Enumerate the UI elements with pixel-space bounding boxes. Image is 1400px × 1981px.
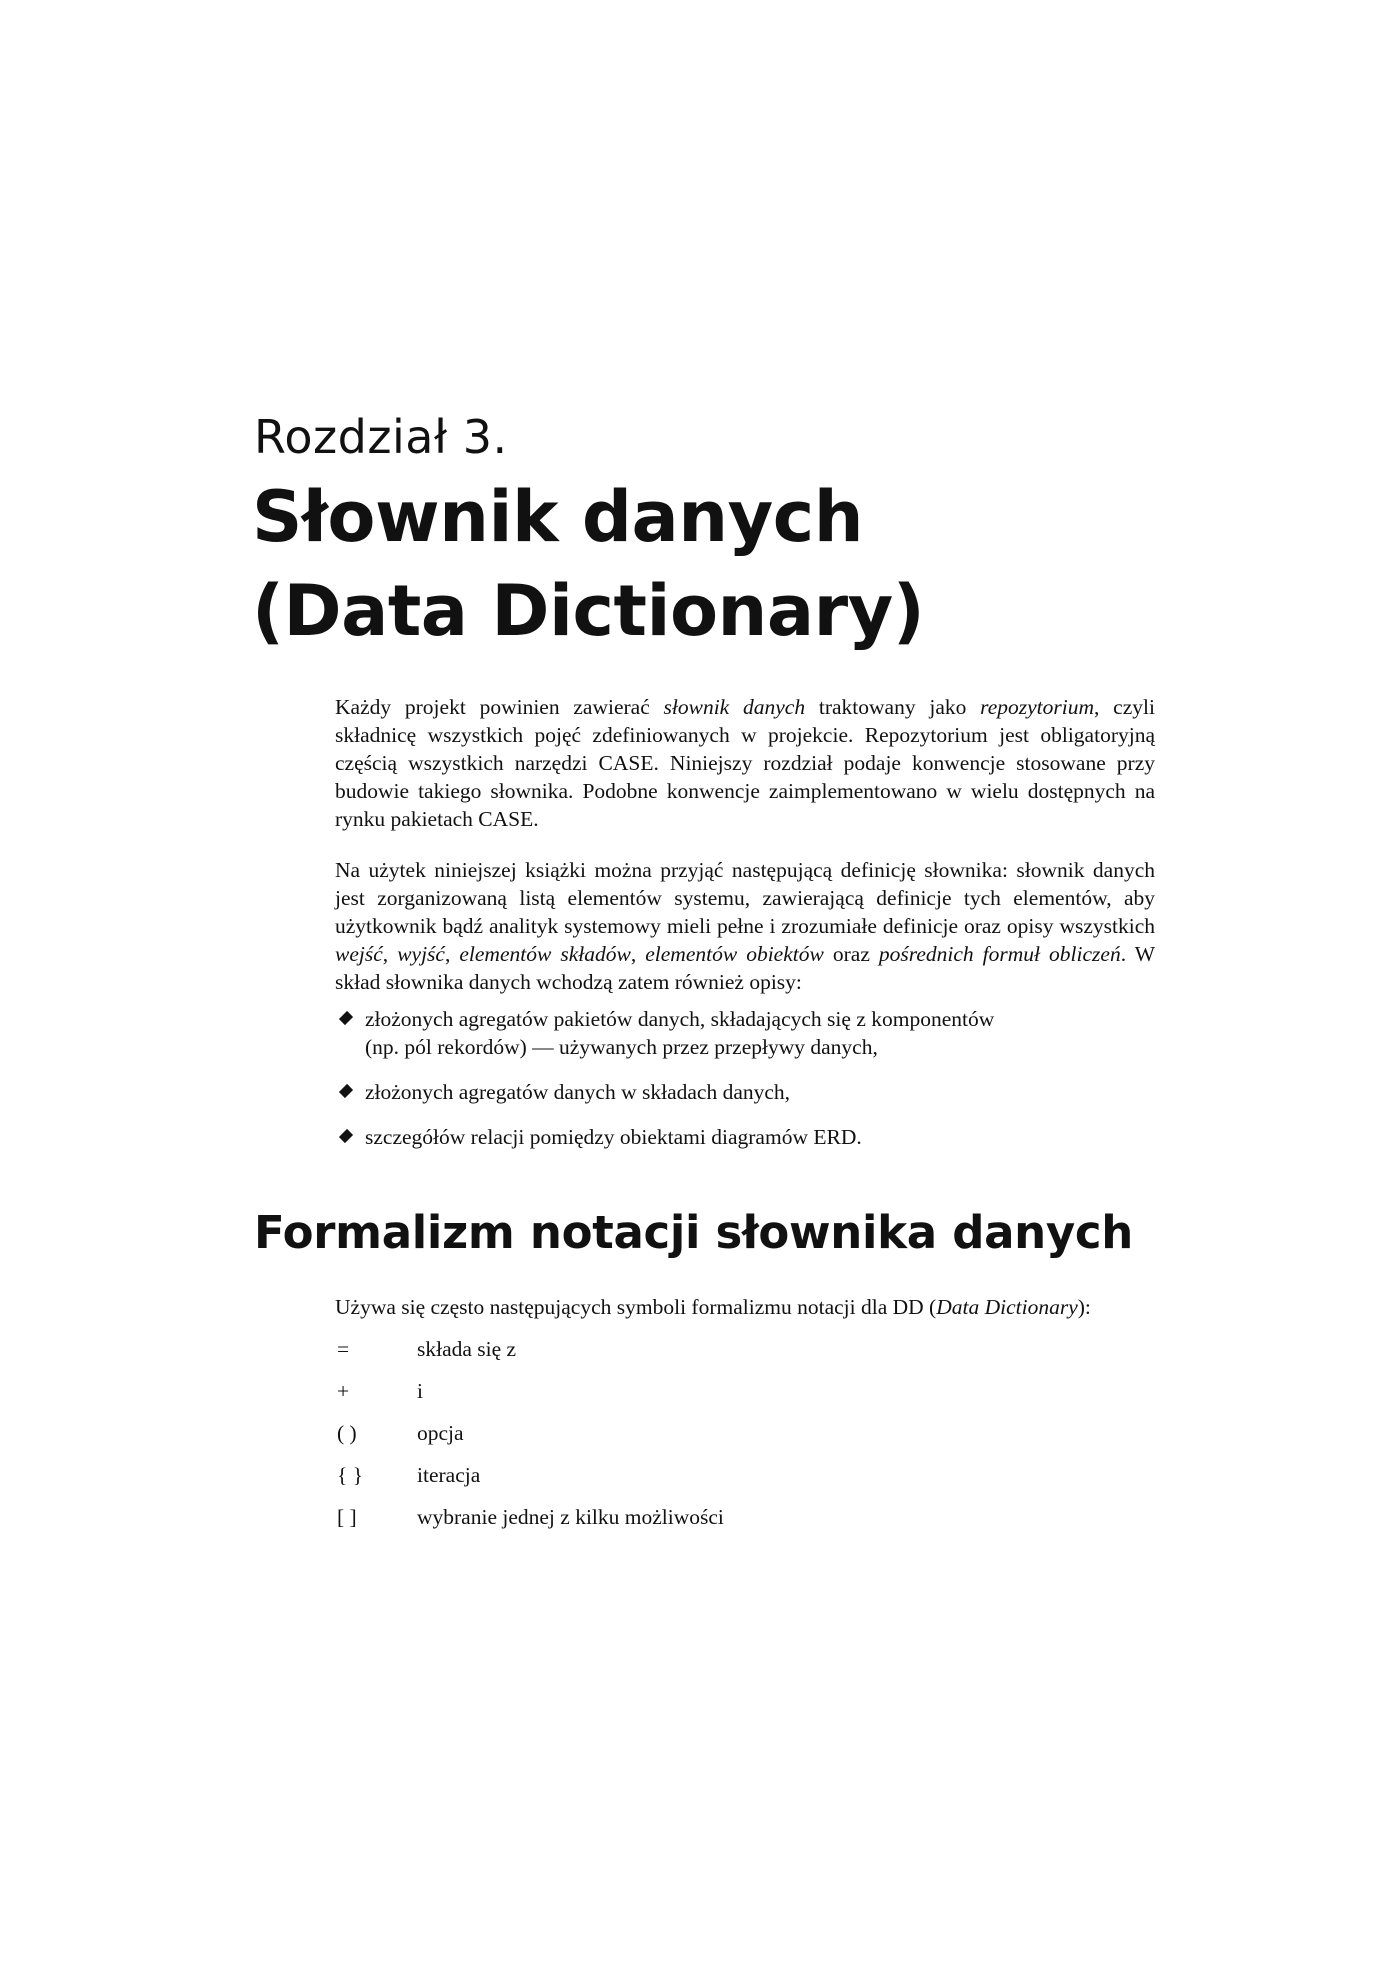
- section-heading: Formalizm notacji słownika danych: [254, 1206, 1134, 1259]
- p2-text-2: ,: [382, 942, 398, 966]
- bullet-list: [335, 1005, 1155, 1168]
- symbol-list: [335, 1335, 724, 1545]
- symbol-row: [335, 1419, 724, 1461]
- list-item: [335, 1078, 1155, 1106]
- p2-term-elementow-obiektow: elementów obiektów: [645, 942, 824, 966]
- p2-text-1: Na użytek niniejszej książki można przyjąć następującą definicję słownika: słownik danych jest zorganizowaną listą elementów systemu, zawierającą definicje tych elementów, aby użytkownik bądź analityk systemowy mieli pełne i zrozumiałe definicje oraz opisy wszystkich: [335, 858, 1155, 938]
- symbol-row: [335, 1461, 724, 1503]
- p1-text-3: , czyli składnicę wszystkich pojęć zdefiniowanych w projekcie. Repozytorium jest obligatoryjną częścią wszystkich narzędzi CASE. Niniejszy rozdział podaje konwencje stosowane przy budowie takiego słownika. Podobne konwencje zaimplementowano w wielu dostępnych na rynku pakietach CASE.: [335, 695, 1155, 831]
- bullet-text-line1: złożonych agregatów danych w składach danych,: [365, 1080, 791, 1104]
- symbol-glyph: [ ]: [337, 1505, 357, 1529]
- symbol-glyph: ( ): [337, 1421, 357, 1445]
- p2-term-elementow-skladow: elementów składów: [459, 942, 631, 966]
- intro-text-2: ):: [1077, 1295, 1091, 1319]
- chapter-title: [252, 470, 924, 658]
- p2-term-wejsc: wejść: [335, 942, 383, 966]
- p2-term-formul-obliczen: pośrednich formuł obliczeń: [878, 942, 1121, 966]
- chapter-title-line2: (Data Dictionary): [252, 570, 925, 652]
- list-item: [335, 1005, 1155, 1061]
- p2-text-5: oraz: [823, 942, 879, 966]
- p2-text-3: ,: [444, 942, 460, 966]
- symbol-row: [335, 1335, 724, 1377]
- p1-text-2: traktowany jako: [805, 695, 981, 719]
- diamond-bullet-icon: [339, 1084, 353, 1098]
- symbol-meaning: składa się z: [417, 1337, 517, 1361]
- symbol-row: [335, 1377, 724, 1419]
- symbol-meaning: wybranie jednej z kilku możliwości: [417, 1505, 724, 1529]
- symbol-row: [335, 1503, 724, 1545]
- symbol-meaning: iteracja: [417, 1463, 481, 1487]
- p2-term-wyjsc: wyjść: [397, 942, 445, 966]
- symbol-glyph: { }: [337, 1463, 364, 1487]
- p1-term-slownik-danych: słownik danych: [663, 695, 806, 719]
- symbol-meaning: opcja: [417, 1421, 464, 1445]
- p2-text-4: ,: [630, 942, 646, 966]
- diamond-bullet-icon: [339, 1129, 353, 1143]
- intro-text-1: Używa się często następujących symboli formalizmu notacji dla DD (: [335, 1295, 937, 1319]
- symbol-glyph: =: [337, 1337, 350, 1361]
- p1-term-repozytorium: repozytorium: [980, 695, 1095, 719]
- list-item: [335, 1123, 1155, 1151]
- chapter-title-line1: Słownik danych: [252, 476, 864, 558]
- paragraph-1: [335, 693, 1155, 833]
- bullet-text-line1: złożonych agregatów pakietów danych, składających się z komponentów: [365, 1007, 995, 1031]
- p2-text-6: . W skład słownika danych wchodzą zatem również opisy:: [335, 942, 1156, 994]
- symbol-meaning: i: [417, 1379, 423, 1403]
- paragraph-2: [335, 856, 1155, 996]
- chapter-label: Rozdział 3.: [254, 410, 508, 464]
- section-intro: [335, 1293, 1091, 1321]
- symbol-glyph: +: [337, 1379, 350, 1403]
- diamond-bullet-icon: [339, 1011, 353, 1025]
- p1-text-1: Każdy projekt powinien zawierać: [335, 695, 664, 719]
- bullet-text-line2: (np. pól rekordów) — używanych przez przepływy danych,: [365, 1035, 878, 1059]
- intro-term-data-dictionary: Data Dictionary: [936, 1295, 1078, 1319]
- bullet-text-line1: szczegółów relacji pomiędzy obiektami diagramów ERD.: [365, 1125, 862, 1149]
